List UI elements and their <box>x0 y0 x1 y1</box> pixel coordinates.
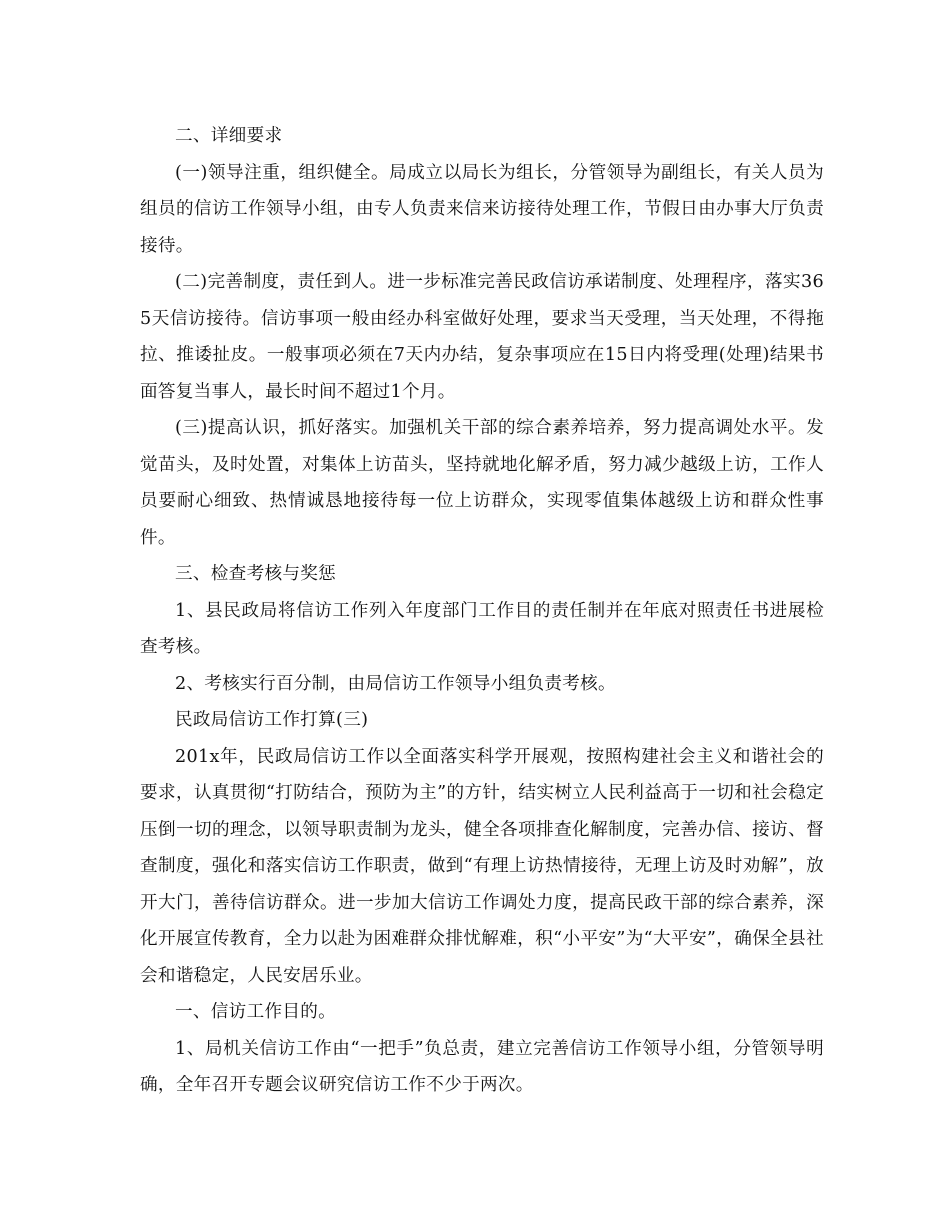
paragraph-overview: 201x年，民政局信访工作以全面落实科学开展观，按照构建社会主义和谐社会的要求，认真贯彻“打防结合，预防为主”的方针，结实树立人民利益高于一切和社会稳定压倒一切的理念，以领导职责制为龙头，健全各项排查化解制度，完善办信、接访、督查制度，强化和落实信访工作职责，做到“有理上访热情接待，无理上访及时劝解”，放开大门，善待信访群众。进一步加大信访工作调处力度，提高民政干部的综合素养，深化开展宣传教育，全力以赴为困难群众排忧解难，积“小平安”为“大平安”，确保全县社会和谐稳定，人民安居乐业。 <box>140 746 824 986</box>
document-body <box>140 118 824 1104</box>
paragraph-assessment-2: 2、考核实行百分制，由局信访工作领导小组负责考核。 <box>175 673 616 694</box>
paragraph-goal-1: 1、局机关信访工作由“一把手”负总责，建立完善信访工作领导小组，分管领导明确，全年召开专题会议研究信访工作不少于两次。 <box>140 1038 824 1095</box>
section-heading-assessment: 三、检查考核与奖惩 <box>175 564 337 584</box>
section-heading-detailed-requirements: 二、详细要求 <box>175 126 283 146</box>
paragraph-assessment-1: 1、县民政局将信访工作列入年度部门工作目的责任制并在年底对照责任书进展检查考核。 <box>140 600 824 657</box>
paragraph-system: (二)完善制度，责任到人。进一步标准完善民政信访承诺制度、处理程序，落实365天信访接待。信访事项一般由经办科室做好处理，要求当天受理，当天处理，不得拖拉、推诿扯皮。一般事项必须在7天内办结，复杂事项应在15日内将受理(处理)结果书面答复当事人，最长时间不超过1个月。 <box>140 272 824 402</box>
paragraph-leadership: (一)领导注重，组织健全。局成立以局长为组长，分管领导为副组长，有关人员为组员的信访工作领导小组，由专人负责来信来访接待处理工作，节假日由办事大厅负责接待。 <box>140 162 824 256</box>
document-subtitle: 民政局信访工作打算(三) <box>175 710 369 730</box>
paragraph-awareness: (三)提高认识，抓好落实。加强机关干部的综合素养培养，努力提高调处水平。发觉苗头，及时处置，对集体上访苗头，坚持就地化解矛盾，努力减少越级上访，工作人员要耐心细致、热情诚恳地接待每一位上访群众，实现零值集体越级上访和群众性事件。 <box>140 418 824 548</box>
section-heading-goals: 一、信访工作目的。 <box>175 1002 337 1022</box>
